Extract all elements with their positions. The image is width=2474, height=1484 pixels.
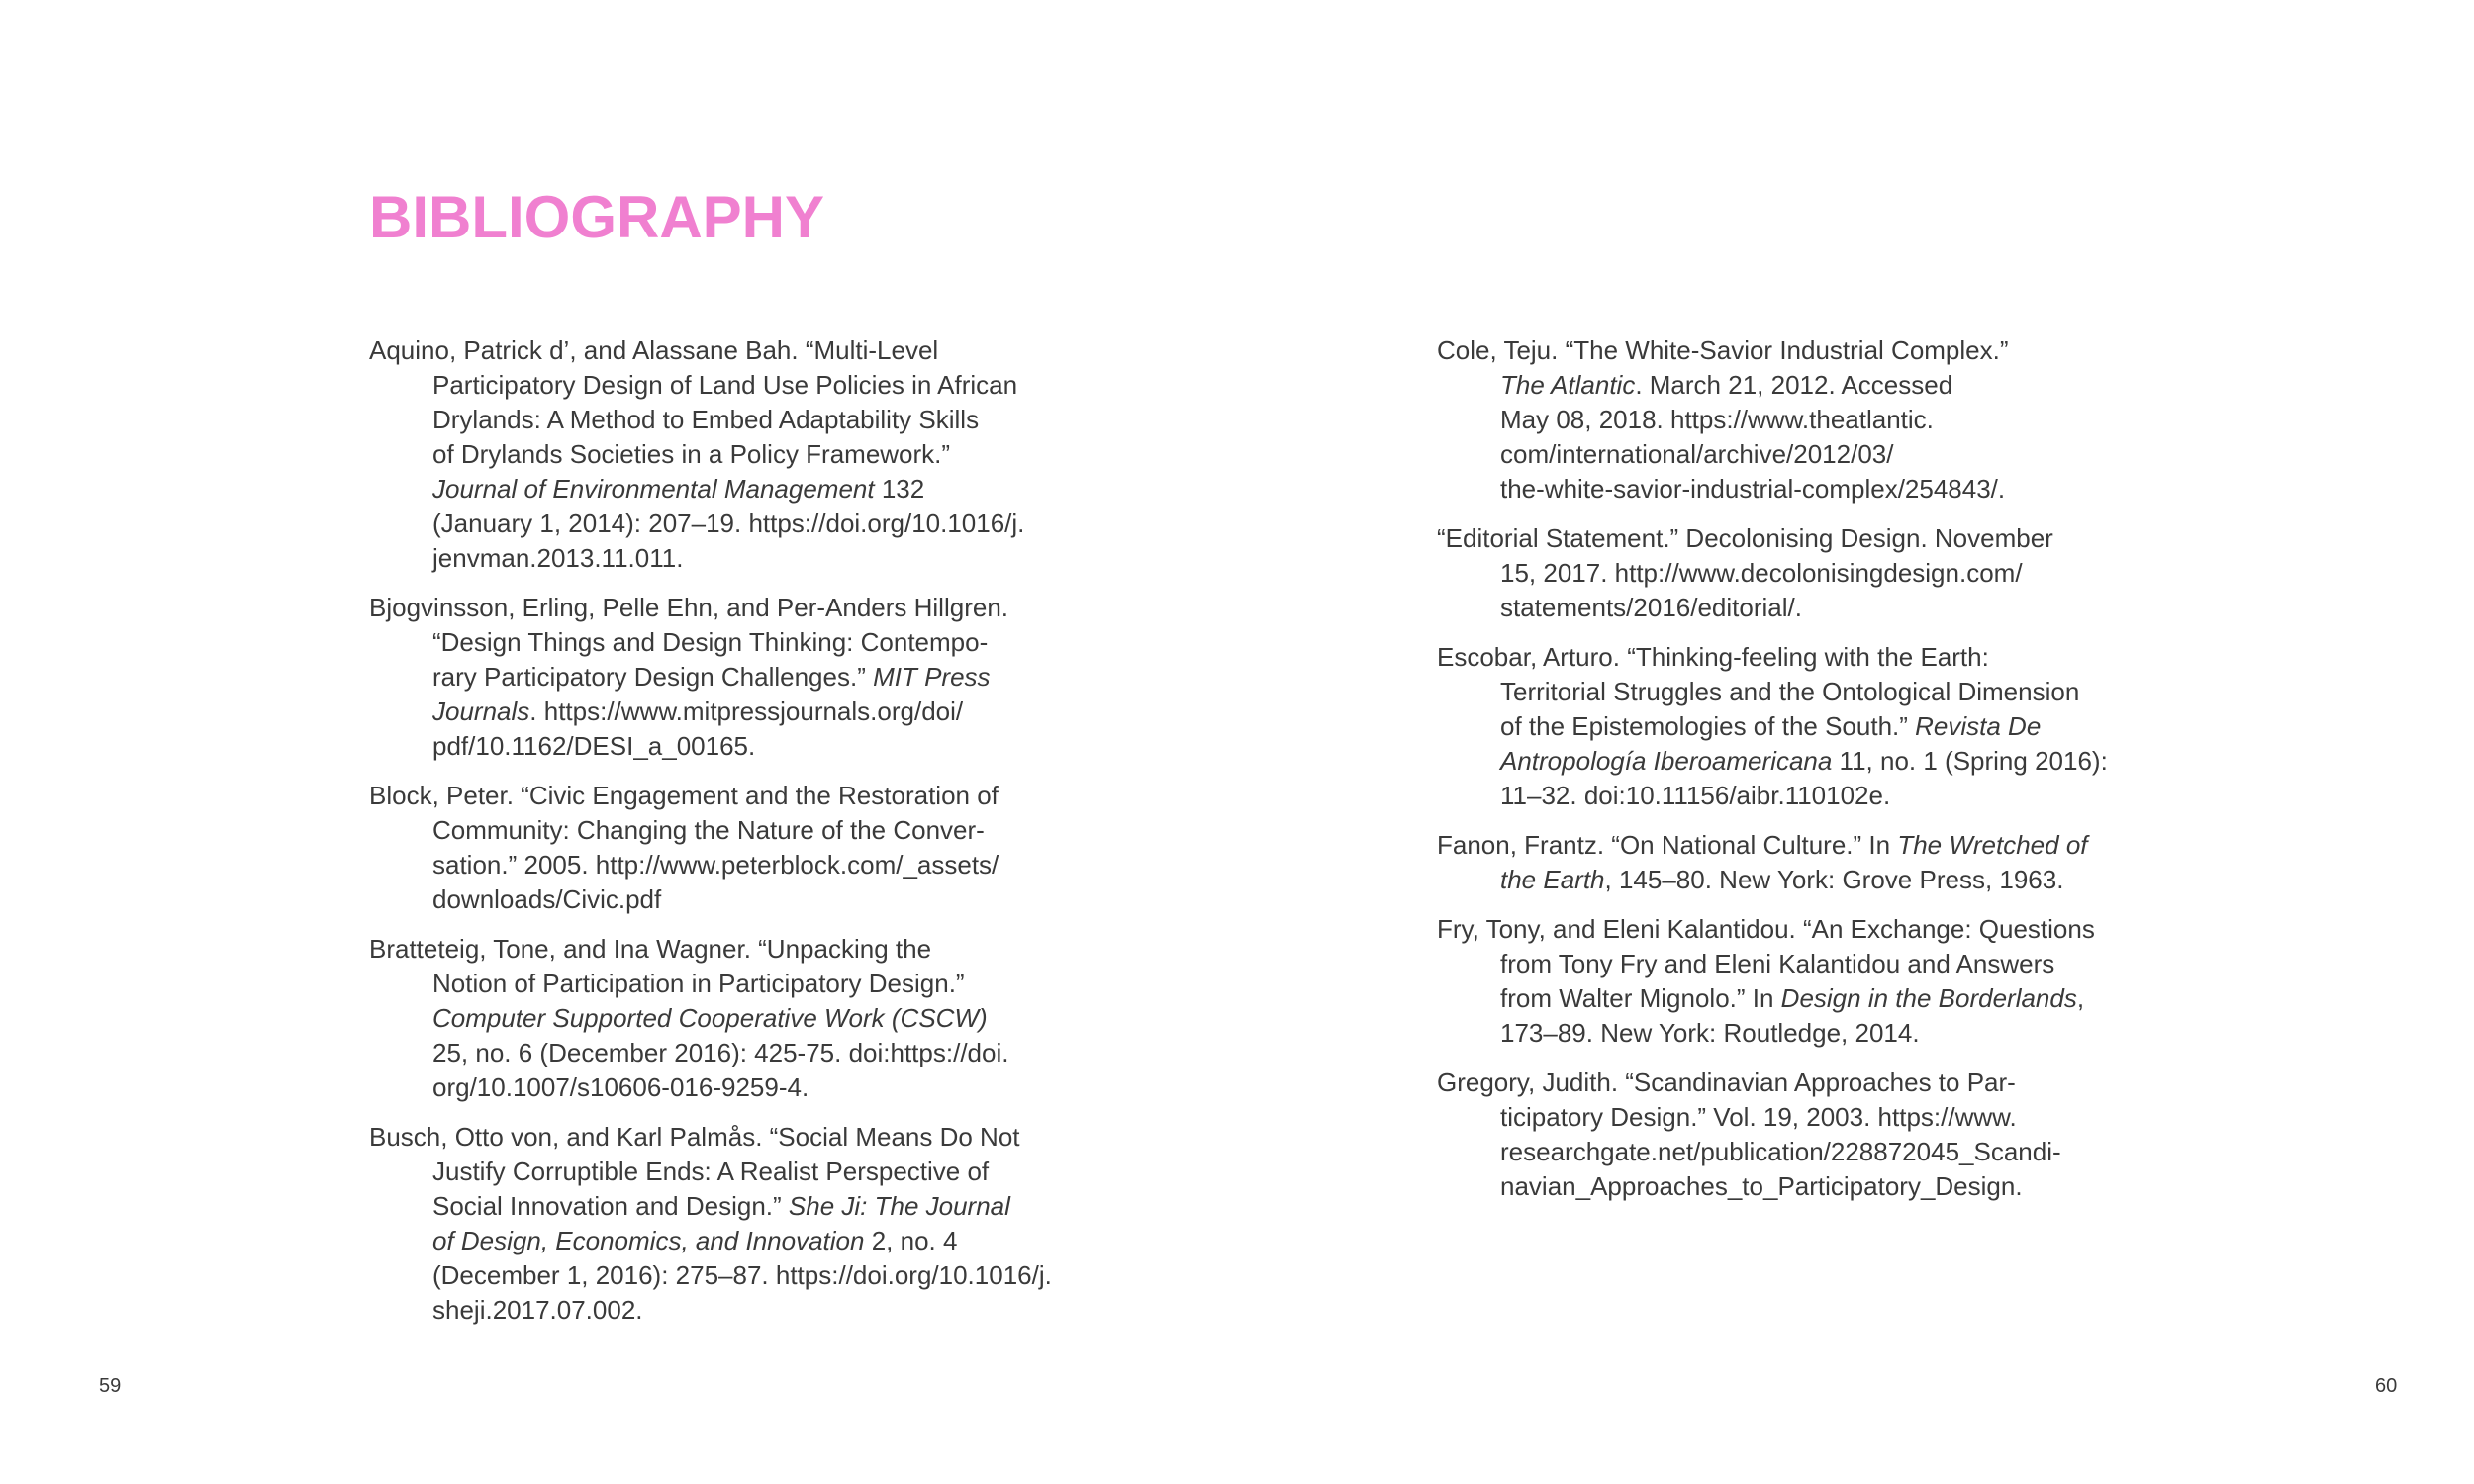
entry-line <box>1500 556 2149 591</box>
bibliography-entry <box>1437 333 2149 507</box>
entry-line <box>432 848 1082 882</box>
entry-line <box>1500 472 2149 507</box>
entry-text: 132 <box>874 474 925 504</box>
entry-text: Drylands: A Method to Embed Adaptability Skills <box>432 405 980 434</box>
bibliography-entry <box>1437 521 2149 625</box>
entry-text: com/international/archive/2012/03/ <box>1500 439 1894 469</box>
entry-text: of Drylands Societies in a Policy Framework.” <box>432 439 951 469</box>
entry-line <box>369 591 1082 625</box>
entry-text: 2, no. 4 <box>864 1226 958 1255</box>
entry-italic-text: Design in the Borderlands <box>1780 983 2077 1013</box>
entry-text: Community: Changing the Nature of the Conver- <box>432 815 985 845</box>
entry-line <box>1437 828 2149 863</box>
entry-text: . March 21, 2012. Accessed <box>1635 370 1953 400</box>
entry-text: of the Epistemologies of the South.” <box>1500 711 1916 741</box>
entry-text: Aquino, Patrick d’, and Alassane Bah. “Multi-Level <box>369 335 939 365</box>
entry-text: researchgate.net/publication/228872045_Scandi- <box>1500 1137 2061 1166</box>
entry-text: rary Participatory Design Challenges.” <box>432 662 874 692</box>
entry-line <box>1500 779 2149 813</box>
entry-line <box>1500 1135 2149 1169</box>
entry-text: 25, no. 6 (December 2016): 425-75. doi:https://doi. <box>432 1038 1009 1067</box>
entry-line <box>1437 333 2149 368</box>
entry-italic-text: The Wretched of <box>1897 830 2088 860</box>
entry-line <box>432 1155 1082 1189</box>
entry-text: May 08, 2018. https://www.theatlantic. <box>1500 405 1934 434</box>
entry-line <box>432 541 1082 576</box>
entry-italic-text: Antropología Iberoamericana <box>1500 746 1833 776</box>
entry-text: Cole, Teju. “The White-Savior Industrial Complex.” <box>1437 335 2009 365</box>
entry-line <box>432 660 1082 695</box>
entry-text: navian_Approaches_to_Participatory_Design. <box>1500 1171 2023 1201</box>
entry-text: “Editorial Statement.” Decolonising Design. November <box>1437 523 2053 553</box>
bibliography-left-column <box>369 333 1082 1343</box>
entry-italic-text: MIT Press <box>873 662 991 692</box>
entry-line <box>432 437 1082 472</box>
bibliography-entry <box>1437 912 2149 1051</box>
entry-text: from Tony Fry and Eleni Kalantidou and Answers <box>1500 949 2055 978</box>
entry-line <box>369 932 1082 967</box>
entry-line <box>432 1189 1082 1224</box>
entry-text: , 145–80. New York: Grove Press, 1963. <box>1604 865 2064 894</box>
entry-line <box>1500 368 2149 403</box>
entry-line <box>1500 709 2149 744</box>
entry-line <box>1500 947 2149 981</box>
entry-text: (January 1, 2014): 207–19. https://doi.org/10.1016/j. <box>432 509 1025 538</box>
entry-text: downloads/Civic.pdf <box>432 884 662 914</box>
entry-line <box>1500 744 2149 779</box>
entry-line <box>1500 403 2149 437</box>
bibliography-entry <box>369 932 1082 1105</box>
entry-italic-text: of Design, Economics, and Innovation <box>432 1226 865 1255</box>
entry-line <box>432 1001 1082 1036</box>
entry-italic-text: Revista De <box>1915 711 2042 741</box>
entry-text: jenvman.2013.11.011. <box>432 543 684 573</box>
entry-text: 15, 2017. http://www.decolonisingdesign.com/ <box>1500 558 2023 588</box>
entry-line <box>432 368 1082 403</box>
entry-line <box>1500 863 2149 897</box>
entry-text: from Walter Mignolo.” In <box>1500 983 1781 1013</box>
entry-text: Fry, Tony, and Eleni Kalantidou. “An Exchange: Questions <box>1437 914 2095 944</box>
bibliography-entry <box>1437 1066 2149 1204</box>
entry-line <box>432 813 1082 848</box>
entry-italic-text: She Ji: The Journal <box>788 1191 1010 1221</box>
entry-line <box>432 403 1082 437</box>
entry-line <box>1500 1016 2149 1051</box>
entry-text: 173–89. New York: Routledge, 2014. <box>1500 1018 1920 1048</box>
entry-line <box>432 1070 1082 1105</box>
entry-text: statements/2016/editorial/. <box>1500 593 1802 622</box>
entry-text: pdf/10.1162/DESI_a_00165. <box>432 731 756 761</box>
bibliography-entry <box>1437 640 2149 813</box>
entry-line <box>432 507 1082 541</box>
entry-line <box>1437 912 2149 947</box>
bibliography-entry <box>1437 828 2149 897</box>
entry-line <box>369 779 1082 813</box>
entry-line <box>1500 437 2149 472</box>
entry-text: Block, Peter. “Civic Engagement and the Restoration of <box>369 781 999 810</box>
entry-text: Bratteteig, Tone, and Ina Wagner. “Unpacking the <box>369 934 932 964</box>
entry-text: , <box>2076 983 2085 1013</box>
entry-line <box>432 472 1082 507</box>
entry-text: Fanon, Frantz. “On National Culture.” In <box>1437 830 1898 860</box>
entry-text: “Design Things and Design Thinking: Contempo- <box>432 627 989 657</box>
entry-text: Gregory, Judith. “Scandinavian Approaches to Par- <box>1437 1067 2016 1097</box>
entry-text: ticipatory Design.” Vol. 19, 2003. https://www. <box>1500 1102 2017 1132</box>
entry-line <box>432 695 1082 729</box>
entry-line <box>432 967 1082 1001</box>
bibliography-right-column <box>1437 333 2149 1219</box>
entry-line <box>432 1293 1082 1328</box>
page-number-right: 60 <box>2375 1375 2398 1397</box>
entry-line <box>1500 675 2149 709</box>
entry-text: (December 1, 2016): 275–87. https://doi.org/10.1016/j. <box>432 1260 1052 1290</box>
entry-text: . https://www.mitpressjournals.org/doi/ <box>529 696 964 726</box>
entry-text: 11–32. doi:10.11156/aibr.110102e. <box>1500 781 1891 810</box>
entry-line <box>1437 1066 2149 1100</box>
entry-italic-text: Journals <box>432 696 530 726</box>
entry-line <box>432 729 1082 764</box>
entry-line <box>1437 521 2149 556</box>
entry-text: 11, no. 1 (Spring 2016): <box>1832 746 2108 776</box>
entry-line <box>1500 981 2149 1016</box>
entry-italic-text: Journal of Environmental Management <box>432 474 875 504</box>
entry-text: Escobar, Arturo. “Thinking-feeling with the Earth: <box>1437 642 1989 672</box>
entry-line <box>432 882 1082 917</box>
entry-text: the-white-savior-industrial-complex/254843/. <box>1500 474 2006 504</box>
entry-text: Notion of Participation in Participatory Design.” <box>432 969 965 998</box>
entry-line <box>432 1224 1082 1258</box>
entry-line <box>432 1258 1082 1293</box>
entry-line <box>432 625 1082 660</box>
bibliography-entry <box>369 1120 1082 1328</box>
entry-text: Territorial Struggles and the Ontological Dimension <box>1500 677 2080 706</box>
bibliography-entry <box>369 591 1082 764</box>
page-title: BIBLIOGRAPHY <box>369 184 825 250</box>
entry-italic-text: The Atlantic <box>1500 370 1636 400</box>
entry-line <box>369 333 1082 368</box>
entry-line <box>432 1036 1082 1070</box>
entry-line <box>1500 1100 2149 1135</box>
entry-text: Bjogvinsson, Erling, Pelle Ehn, and Per-Anders Hillgren. <box>369 593 1009 622</box>
entry-italic-text: Computer Supported Cooperative Work (CSCW) <box>432 1003 988 1033</box>
entry-text: Participatory Design of Land Use Policies in African <box>432 370 1018 400</box>
entry-line <box>369 1120 1082 1155</box>
bibliography-entry <box>369 779 1082 917</box>
entry-line <box>1500 1169 2149 1204</box>
entry-text: sation.” 2005. http://www.peterblock.com/_assets/ <box>432 850 999 880</box>
entry-line <box>1500 591 2149 625</box>
entry-line <box>1437 640 2149 675</box>
bibliography-entry <box>369 333 1082 576</box>
entry-text: org/10.1007/s10606-016-9259-4. <box>432 1072 809 1102</box>
entry-text: Social Innovation and Design.” <box>432 1191 789 1221</box>
page-number-left: 59 <box>99 1375 122 1397</box>
entry-italic-text: the Earth <box>1500 865 1605 894</box>
entry-text: sheji.2017.07.002. <box>432 1295 643 1325</box>
entry-text: Justify Corruptible Ends: A Realist Perspective of <box>432 1157 990 1186</box>
entry-text: Busch, Otto von, and Karl Palmås. “Social Means Do Not <box>369 1122 1020 1152</box>
